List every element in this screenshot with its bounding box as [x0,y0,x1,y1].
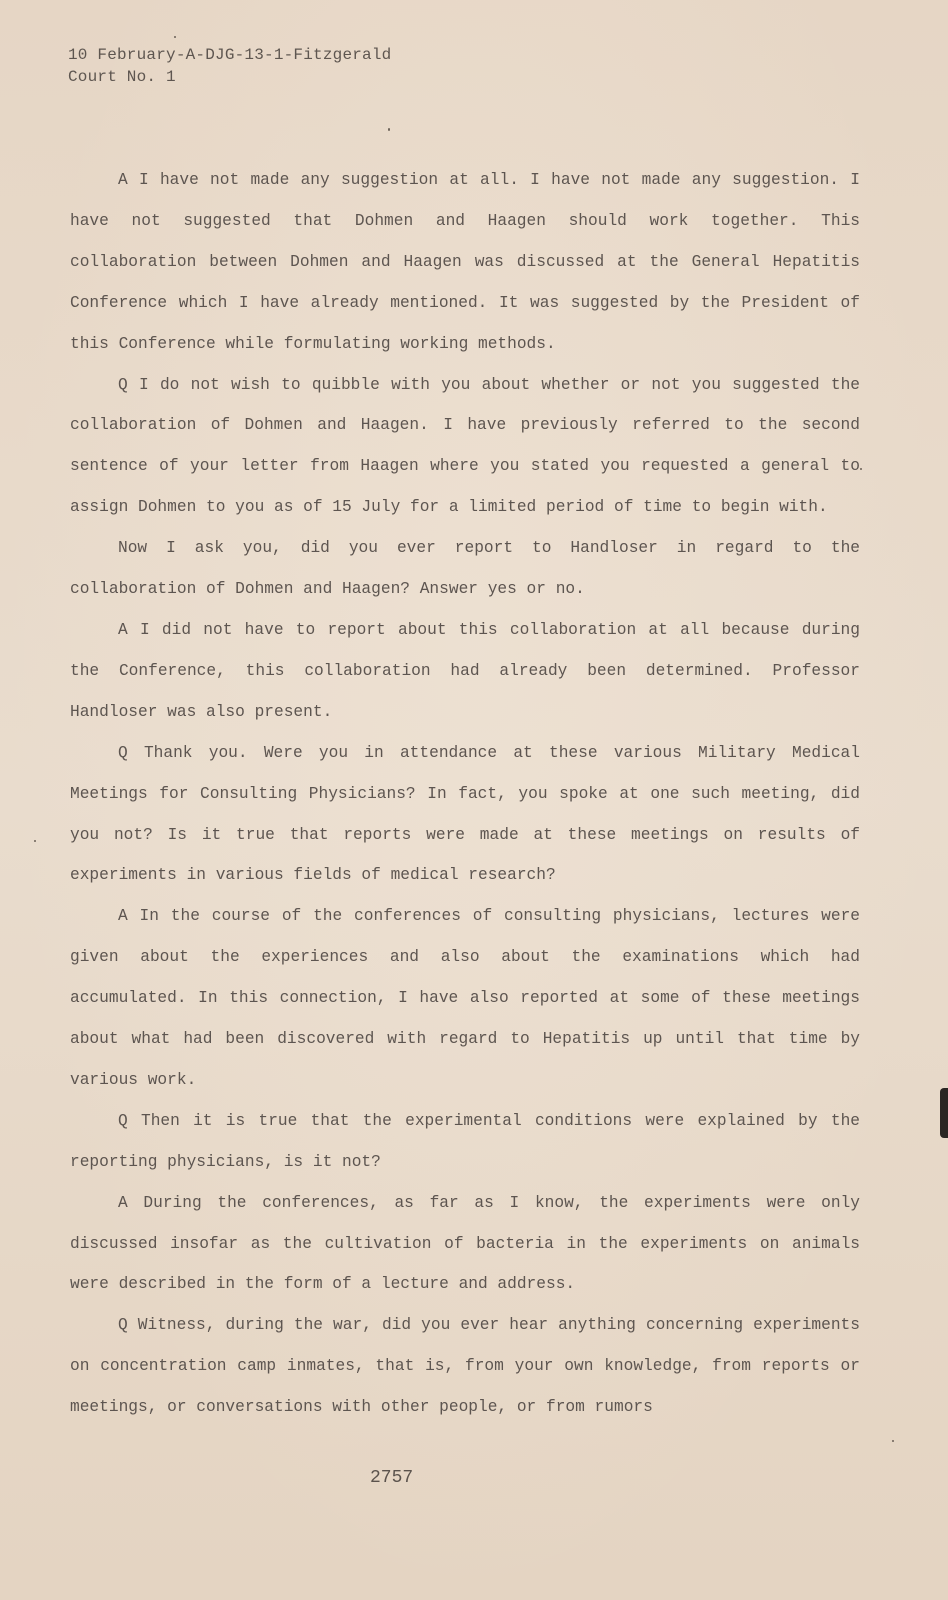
transcript-paragraph: A I have not made any suggestion at all. I have not made any suggestion. I have not suggested that Dohmen and Haagen should work together. This collaboration between Dohmen and Haagen was discussed at the General Hepatitis Conference which I have already mentioned. It was suggested by the President of this Conference while formulating working methods. [70,171,860,353]
header-reference: 10 February-A-DJG-13-1-Fitzgerald [68,46,392,64]
transcript-paragraph: Q Witness, during the war, did you ever hear anything concerning experiments on concentration camp inmates, that is, from your own knowledge, from reports or meetings, or conversations with other people, or from rumors [70,1316,860,1417]
transcript-paragraph: Q Thank you. Were you in attendance at these various Military Medical Meetings for Consulting Physicians? In fact, you spoke at one such meeting, did you not? Is it true that reports were made at these meetings on results of experiments in various fields of medical research? [70,743,860,885]
header-court: Court No. 1 [68,68,176,86]
transcript-body [70,160,860,1428]
paper-speck [892,1440,894,1442]
transcript-paragraph: A In the course of the conferences of consulting physicians, lectures were given about the experiences and also about the examinations which had accumulated. In this connection, I have also reported at some of these meetings about what had been discovered with regard to Hepatitis up until that time by various work. [70,907,860,1089]
paper-speck [388,128,390,131]
transcript-paragraph: A I did not have to report about this collaboration at all because during the Conference, this collaboration had already been determined. Professor Handloser was also present. [70,620,860,721]
transcript-paragraph: Q I do not wish to quibble with you about whether or not you suggested the collaboration of Dohmen and Haagen. I have previously referred to the second sentence of your letter from Haagen where you stated you requested a general to assign Dohmen to you as of 15 July for a limited period of time to begin with. [70,375,860,517]
transcript-paragraph: Q Then it is true that the experimental conditions were explained by the reporting physicians, is it not? [70,1111,860,1171]
page-number: 2757 [370,1468,414,1488]
binding-tab-mark [940,1088,948,1138]
document-header [68,44,391,88]
paper-speck [860,468,862,470]
transcript-paragraph: A During the conferences, as far as I know, the experiments were only discussed insofar as the cultivation of bacteria in the experiments on animals were described in the form of a lecture and address. [70,1193,860,1294]
paper-speck [174,36,176,38]
paper-speck [34,840,36,842]
transcript-paragraph: Now I ask you, did you ever report to Handloser in regard to the collaboration of Dohmen and Haagen? Answer yes or no. [70,539,860,599]
